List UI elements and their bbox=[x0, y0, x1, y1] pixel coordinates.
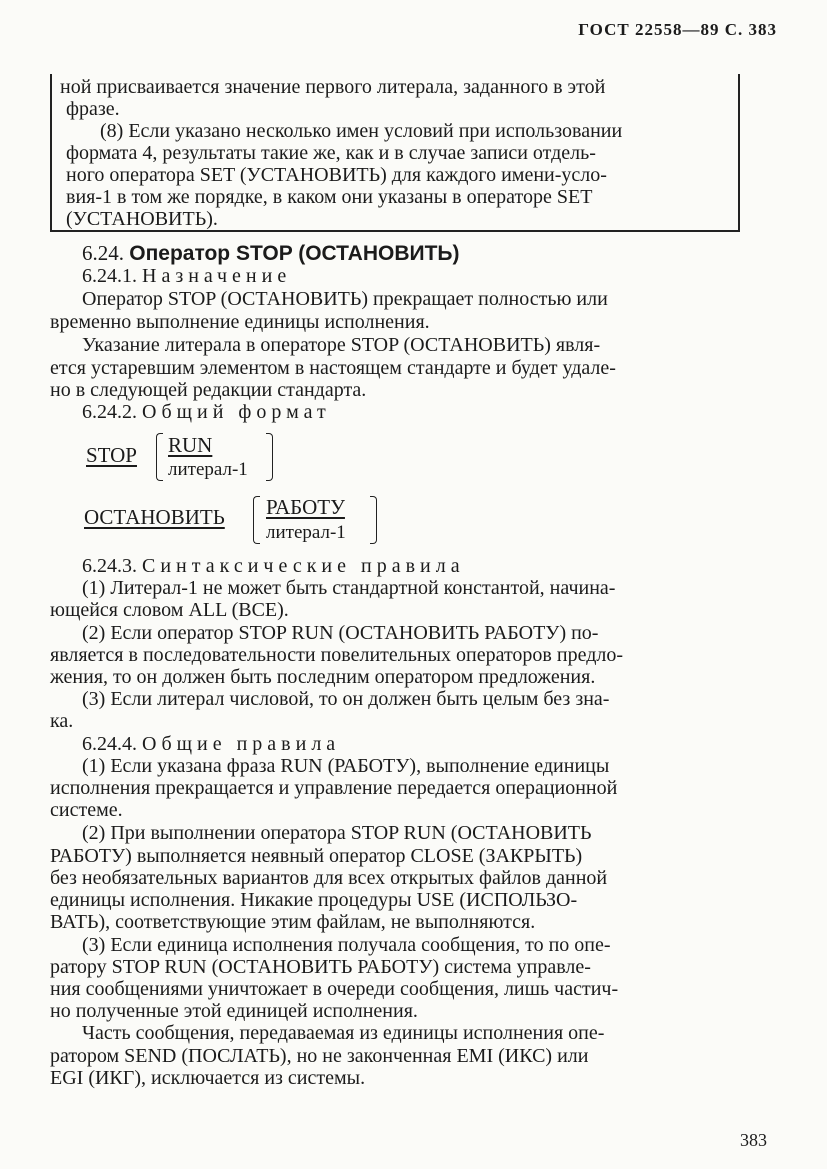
format-ostanovit-keyword: ОСТАНОВИТЬ bbox=[84, 505, 225, 529]
paragraph-line: единицы исполнения. Никакие процедуры USE (ИСПОЛЬЗО- bbox=[50, 889, 578, 911]
format-literal: литерал-1 bbox=[266, 522, 346, 543]
paragraph-line: ВАТЬ), соответствующие этим файлам, не выполняются. bbox=[50, 911, 536, 933]
paragraph-line: (3) Если литерал числовой, то он должен быть целым без зна- bbox=[82, 688, 610, 710]
paragraph-line: (3) Если единица исполнения получала сообщения, то по опе- bbox=[82, 934, 611, 956]
page-header: ГОСТ 22558—89 С. 383 bbox=[578, 20, 777, 39]
section-number: 6.24. bbox=[82, 241, 124, 265]
subsection-heading bbox=[82, 555, 465, 577]
paragraph-line: ратором SEND (ПОСЛАТЬ), но не законченная EMI (ИКС) или bbox=[50, 1045, 589, 1067]
paragraph-line: Указание литерала в операторе STOP (ОСТАНОВИТЬ) явля- bbox=[82, 334, 601, 356]
subsection-heading bbox=[82, 265, 291, 287]
boxed-continuation bbox=[50, 74, 740, 232]
paragraph-line: (1) Литерал-1 не может быть стандартной константой, начина- bbox=[82, 577, 616, 599]
subsection-title: Синтаксические правила bbox=[142, 555, 465, 577]
paragraph-line: (2) Если оператор STOP RUN (ОСТАНОВИТЬ РАБОТУ) по- bbox=[82, 622, 599, 644]
subsection-heading bbox=[82, 401, 331, 423]
paragraph-line: является в последовательности повелительных операторов предло- bbox=[50, 644, 624, 666]
boxed-line: ного оператора SET (УСТАНОВИТЬ) для каждого имени-усло- bbox=[66, 164, 607, 186]
paragraph-line: EGI (ИКГ), исключается из системы. bbox=[50, 1067, 366, 1089]
paragraph-line: Часть сообщения, передаваемая из единицы исполнения опе- bbox=[82, 1022, 605, 1044]
paragraph-line: ется устаревшим элементом в настоящем стандарте и будет удале- bbox=[50, 357, 616, 379]
format-stop-keyword: STOP bbox=[86, 443, 137, 467]
subsection-title: Назначение bbox=[142, 265, 292, 287]
left-brace bbox=[156, 433, 163, 481]
section-heading bbox=[82, 242, 460, 265]
boxed-line: (8) Если указано несколько имен условий при использовании bbox=[100, 120, 623, 142]
boxed-line: ной присваивается значение первого литерала, заданного в этой bbox=[60, 76, 606, 98]
subsection-title: Общие правила bbox=[142, 733, 341, 755]
paragraph-line: системе. bbox=[50, 799, 123, 821]
format-run-keyword: RUN bbox=[168, 433, 213, 457]
boxed-line: фразе. bbox=[66, 98, 120, 120]
section-title: Оператор STOP (ОСТАНОВИТЬ) bbox=[129, 242, 460, 265]
paragraph-line: РАБОТУ) выполняется неявный оператор CLOSE (ЗАКРЫТЬ) bbox=[50, 845, 583, 867]
paragraph-line: (2) При выполнении оператора STOP RUN (ОСТАНОВИТЬ bbox=[82, 822, 592, 844]
paragraph-line: Оператор STOP (ОСТАНОВИТЬ) прекращает полностью или bbox=[82, 288, 608, 310]
paragraph-line: исполнения прекращается и управление передается операционной bbox=[50, 777, 618, 799]
subsection-number: 6.24.2. bbox=[82, 401, 137, 423]
left-brace bbox=[253, 496, 260, 544]
paragraph-line: жения, то он должен быть последним оператором предложения. bbox=[50, 666, 596, 688]
format-literal: литерал-1 bbox=[168, 459, 248, 480]
boxed-line: (УСТАНОВИТЬ). bbox=[66, 208, 218, 230]
paragraph-line: ка. bbox=[50, 710, 74, 732]
paragraph-line: но в следующей редакции стандарта. bbox=[50, 379, 367, 401]
paragraph-line: временно выполнение единицы исполнения. bbox=[50, 311, 430, 333]
page-number: 383 bbox=[740, 1130, 767, 1150]
subsection-number: 6.24.1. bbox=[82, 265, 137, 287]
paragraph-line: без необязательных вариантов для всех открытых файлов данной bbox=[50, 867, 608, 889]
paragraph-line: (1) Если указана фраза RUN (РАБОТУ), выполнение единицы bbox=[82, 755, 610, 777]
paragraph-line: ния сообщениями уничтожает в очереди сообщения, лишь частич- bbox=[50, 978, 619, 1000]
right-brace bbox=[266, 433, 273, 481]
paragraph-line: ющейся словом ALL (ВСЕ). bbox=[50, 599, 289, 621]
boxed-line: формата 4, результаты такие же, как и в случае записи отдель- bbox=[66, 142, 596, 164]
subsection-number: 6.24.4. bbox=[82, 733, 137, 755]
subsection-number: 6.24.3. bbox=[82, 555, 137, 577]
right-brace bbox=[370, 496, 377, 544]
paragraph-line: ратору STOP RUN (ОСТАНОВИТЬ РАБОТУ) система управле- bbox=[50, 956, 591, 978]
subsection-title: Общий формат bbox=[142, 401, 331, 423]
boxed-line: вия-1 в том же порядке, в каком они указаны в операторе SET bbox=[66, 186, 593, 208]
subsection-heading bbox=[82, 733, 340, 755]
paragraph-line: но полученные этой единицей исполнения. bbox=[50, 1000, 418, 1022]
format-rabotu-keyword: РАБОТУ bbox=[266, 495, 345, 519]
